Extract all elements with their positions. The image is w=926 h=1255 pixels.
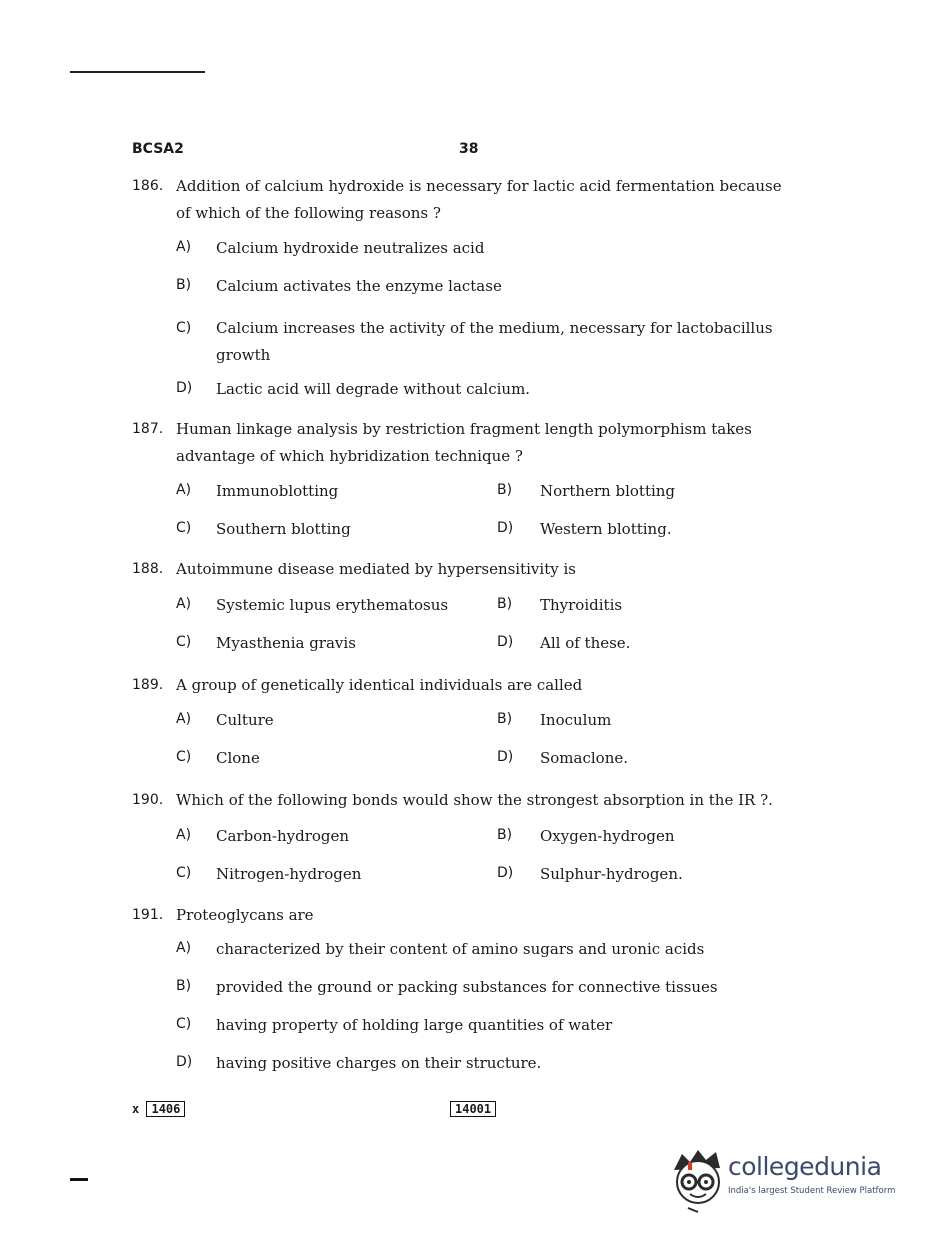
option-label: C)	[176, 1016, 192, 1032]
option-text: Calcium activates the enzyme lactase	[216, 277, 502, 295]
option-label: D)	[176, 1054, 193, 1070]
option-text: Inoculum	[540, 711, 612, 729]
option-text: Sulphur-hydrogen.	[540, 865, 683, 883]
student-mascot-icon	[668, 1148, 726, 1213]
question-number: 188.	[132, 561, 164, 577]
question-number: 191.	[132, 907, 164, 923]
question-text	[176, 787, 822, 814]
option-text: Immunoblotting	[216, 482, 339, 500]
option-d	[497, 865, 683, 883]
option-d	[176, 1054, 541, 1072]
option-label: B)	[497, 596, 513, 612]
option-label: A)	[176, 239, 192, 255]
footer-left-box: 1406	[146, 1101, 185, 1117]
option-text: Clone	[216, 749, 260, 767]
option-text: Calcium hydroxide neutralizes acid	[216, 239, 485, 257]
question-text	[176, 556, 822, 583]
option-label: A)	[176, 711, 192, 727]
option-c	[176, 634, 356, 652]
question-line: of which of the following reasons ?	[176, 204, 441, 222]
question-186	[132, 173, 822, 227]
option-label: D)	[497, 749, 514, 765]
question-190	[132, 787, 822, 814]
option-a	[176, 482, 338, 500]
option-c	[176, 1016, 612, 1034]
option-label: D)	[497, 520, 514, 536]
footer-center-box: 14001	[450, 1101, 496, 1117]
option-a	[176, 940, 704, 958]
collegedunia-logo	[668, 1148, 898, 1213]
option-label: A)	[176, 596, 192, 612]
option-a	[176, 596, 448, 614]
logo-tagline: India's largest Student Review Platform	[728, 1186, 896, 1196]
option-text: Southern blotting	[216, 520, 351, 538]
question-text	[176, 173, 822, 227]
option-b	[497, 482, 675, 500]
question-number: 186.	[132, 178, 164, 194]
question-188	[132, 556, 822, 583]
question-number: 189.	[132, 677, 164, 693]
question-line: Human linkage analysis by restriction fragment length polymorphism takes	[176, 420, 752, 438]
option-text: All of these.	[540, 634, 631, 652]
option-c	[176, 315, 806, 369]
option-label: D)	[497, 634, 514, 650]
option-label: B)	[497, 482, 513, 498]
option-text: having property of holding large quantities of water	[216, 1016, 613, 1034]
option-label: B)	[497, 711, 513, 727]
question-number: 187.	[132, 421, 164, 437]
logo-brand: collegedunia	[728, 1152, 882, 1181]
option-label: A)	[176, 482, 192, 498]
question-189	[132, 672, 822, 699]
option-text: Lactic acid will degrade without calcium.	[216, 380, 531, 398]
option-text: Western blotting.	[540, 520, 672, 538]
margin-mark	[70, 1178, 88, 1181]
option-text: characterized by their content of amino sugars and uronic acids	[216, 940, 705, 958]
option-label: C)	[176, 320, 192, 336]
option-b	[176, 978, 718, 996]
question-text	[176, 416, 822, 470]
question-number: 190.	[132, 792, 164, 808]
option-a	[176, 711, 274, 729]
question-line: Which of the following bonds would show the strongest absorption in the IR ?.	[176, 791, 773, 809]
option-d	[497, 634, 630, 652]
option-text: Somaclone.	[540, 749, 629, 767]
option-label: C)	[176, 749, 192, 765]
option-text: Nitrogen-hydrogen	[216, 865, 362, 883]
question-line: Addition of calcium hydroxide is necessary for lactic acid fermentation because	[176, 177, 782, 195]
option-c	[176, 865, 361, 883]
footer-prefix: x	[132, 1102, 140, 1116]
option-b	[497, 711, 611, 729]
question-191	[132, 902, 822, 929]
option-b	[176, 277, 502, 295]
option-text: having positive charges on their structure.	[216, 1054, 542, 1072]
option-text: Oxygen-hydrogen	[540, 827, 675, 845]
option-d	[497, 749, 628, 767]
option-text: Culture	[216, 711, 274, 729]
page-number: 38	[459, 141, 479, 157]
option-text: Carbon-hydrogen	[216, 827, 350, 845]
option-label: B)	[176, 978, 192, 994]
option-text: provided the ground or packing substances for connective tissues	[216, 978, 718, 996]
option-c	[176, 749, 260, 767]
option-label: B)	[176, 277, 192, 293]
top-rule	[70, 71, 205, 73]
option-b	[497, 596, 622, 614]
option-c	[176, 520, 351, 538]
option-label: C)	[176, 520, 192, 536]
option-label: A)	[176, 940, 192, 956]
option-label: A)	[176, 827, 192, 843]
option-b	[497, 827, 675, 845]
option-a	[176, 827, 349, 845]
paper-code: BCSA2	[132, 141, 184, 157]
option-text: Thyroiditis	[540, 596, 623, 614]
option-a	[176, 239, 484, 257]
option-label: C)	[176, 634, 192, 650]
question-text	[176, 672, 822, 699]
option-label: D)	[176, 380, 193, 396]
option-text: Myasthenia gravis	[216, 634, 356, 652]
footer-center-code	[450, 1102, 496, 1116]
option-text: Systemic lupus erythematosus	[216, 596, 449, 614]
question-line: Autoimmune disease mediated by hypersensitivity is	[176, 560, 576, 578]
question-line: A group of genetically identical individuals are called	[176, 676, 583, 694]
option-d	[497, 520, 672, 538]
option-text: growth	[216, 346, 271, 364]
question-text	[176, 902, 822, 929]
question-line: Proteoglycans are	[176, 906, 314, 924]
question-line: advantage of which hybridization technique ?	[176, 447, 523, 465]
option-text: Calcium increases the activity of the medium, necessary for lactobacillus	[216, 319, 773, 337]
footer-left-code	[132, 1102, 185, 1116]
option-label: B)	[497, 827, 513, 843]
option-d	[176, 380, 530, 398]
question-187	[132, 416, 822, 470]
option-label: C)	[176, 865, 192, 881]
option-text: Northern blotting	[540, 482, 676, 500]
option-label: D)	[497, 865, 514, 881]
